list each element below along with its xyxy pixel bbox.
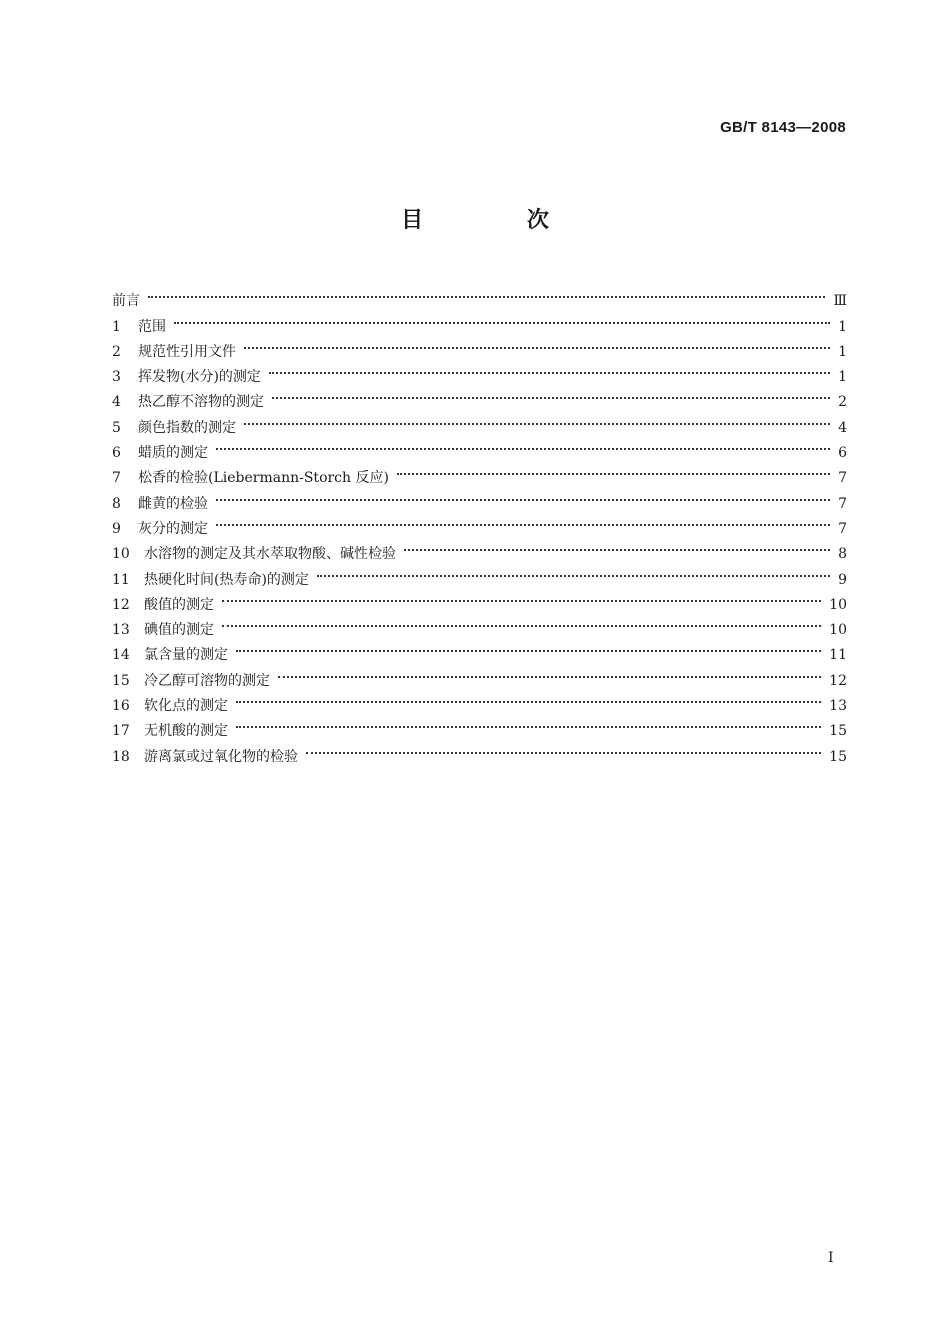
toc-entry-page: 12 <box>829 672 847 689</box>
toc-entry-title: 范围 <box>138 318 166 335</box>
toc-entry-number: 12 <box>112 596 130 613</box>
dot-leader <box>272 381 830 406</box>
toc-entry-page: 7 <box>838 470 847 487</box>
toc-entry-page: 2 <box>838 394 847 411</box>
toc-entry-number: 1 <box>112 318 121 335</box>
dot-leader <box>236 710 821 735</box>
dot-leader <box>306 735 821 760</box>
dot-leader <box>317 558 830 583</box>
toc-entry-number: 14 <box>112 647 130 664</box>
toc-entry-number: 15 <box>112 672 130 689</box>
standard-number: GB/T 8143—2008 <box>720 119 846 136</box>
toc-entry[interactable] <box>112 331 847 360</box>
toc-entry-title: 酸值的测定 <box>144 596 214 613</box>
toc-entry-title: 蜡质的测定 <box>138 445 208 462</box>
toc-entry-page: 7 <box>838 520 847 537</box>
toc-entry[interactable] <box>112 584 847 613</box>
toc-entry-page: 7 <box>838 495 847 512</box>
toc-entry-page: Ⅲ <box>833 293 847 310</box>
dot-leader <box>244 331 830 356</box>
toc-entry-number: 8 <box>112 495 121 512</box>
toc-entry-title: 松香的检验(Liebermann-Storch 反应) <box>138 470 389 487</box>
toc-entry-title: 规范性引用文件 <box>138 343 236 360</box>
dot-leader <box>216 508 830 533</box>
dot-leader <box>222 609 821 634</box>
toc-entry[interactable] <box>112 609 847 639</box>
toc-entry-title: 氯含量的测定 <box>144 647 228 664</box>
toc-entry-page: 13 <box>829 698 847 715</box>
toc-entry-title: 热硬化时间(热寿命)的测定 <box>144 571 309 588</box>
toc-entry[interactable] <box>112 508 847 537</box>
dot-leader <box>216 482 830 507</box>
dot-leader <box>174 305 830 330</box>
toc-entry-page: 9 <box>838 571 847 588</box>
toc-entry[interactable] <box>112 432 847 462</box>
toc-entry-page: 1 <box>838 343 847 360</box>
toc-entry-number: 13 <box>112 622 130 639</box>
toc-entry-number: 7 <box>112 470 121 487</box>
toc-entry[interactable] <box>112 457 847 487</box>
toc-entry-page: 8 <box>838 546 847 563</box>
toc-entry-title: 水溶物的测定及其水萃取物酸、碱性检验 <box>144 546 396 563</box>
toc-entry-page: 11 <box>829 647 847 664</box>
toc-entry[interactable] <box>112 533 847 563</box>
toc-entry-number: 3 <box>112 369 121 386</box>
toc-entry-title: 前言 <box>112 293 140 310</box>
toc-entry-number: 17 <box>112 723 130 740</box>
toc-entry-number: 11 <box>112 571 130 588</box>
toc-entry-title: 热乙醇不溶物的测定 <box>138 394 264 411</box>
toc-entry[interactable] <box>112 482 847 512</box>
toc-entry-title: 雌黄的检验 <box>138 495 208 512</box>
dot-leader <box>236 685 821 710</box>
toc-entry-page: 1 <box>838 318 847 335</box>
toc-entry-page: 1 <box>838 369 847 386</box>
table-of-contents <box>112 280 847 765</box>
dot-leader <box>236 634 821 659</box>
toc-entry-title: 无机酸的测定 <box>144 723 228 740</box>
dot-leader <box>269 356 830 381</box>
toc-entry[interactable] <box>112 280 847 310</box>
toc-entry[interactable] <box>112 634 847 664</box>
dot-leader <box>216 432 830 457</box>
page-title: 目 次 <box>401 208 597 233</box>
toc-entry-title: 软化点的测定 <box>144 698 228 715</box>
toc-entry-number: 2 <box>112 343 121 360</box>
toc-entry-title: 灰分的测定 <box>138 520 208 537</box>
toc-entry-title: 碘值的测定 <box>144 622 214 639</box>
toc-entry-title: 颜色指数的测定 <box>138 419 236 436</box>
dot-leader <box>244 406 830 431</box>
page-number: I <box>828 1250 834 1266</box>
toc-entry-number: 9 <box>112 520 121 537</box>
toc-entry-page: 15 <box>829 748 847 765</box>
toc-entry-page: 10 <box>829 596 847 613</box>
toc-entry-number: 6 <box>112 445 121 462</box>
dot-leader <box>222 584 821 609</box>
toc-entry-number: 16 <box>112 698 130 715</box>
toc-entry-title: 冷乙醇可溶物的测定 <box>144 672 270 689</box>
toc-entry-title: 游离氯或过氧化物的检验 <box>144 748 298 765</box>
dot-leader <box>404 533 830 558</box>
toc-entry-page: 10 <box>829 622 847 639</box>
toc-entry-title: 挥发物(水分)的测定 <box>138 369 261 386</box>
toc-entry-number: 5 <box>112 419 121 436</box>
dot-leader <box>278 659 821 684</box>
toc-entry-page: 4 <box>838 419 847 436</box>
toc-entry-number: 18 <box>112 748 130 765</box>
toc-entry-page: 15 <box>829 723 847 740</box>
toc-entry-number: 4 <box>112 394 121 411</box>
toc-entry[interactable] <box>112 305 847 335</box>
toc-entry-number: 10 <box>112 546 130 563</box>
toc-entry-page: 6 <box>838 445 847 462</box>
dot-leader <box>397 457 830 482</box>
dot-leader <box>148 280 825 305</box>
